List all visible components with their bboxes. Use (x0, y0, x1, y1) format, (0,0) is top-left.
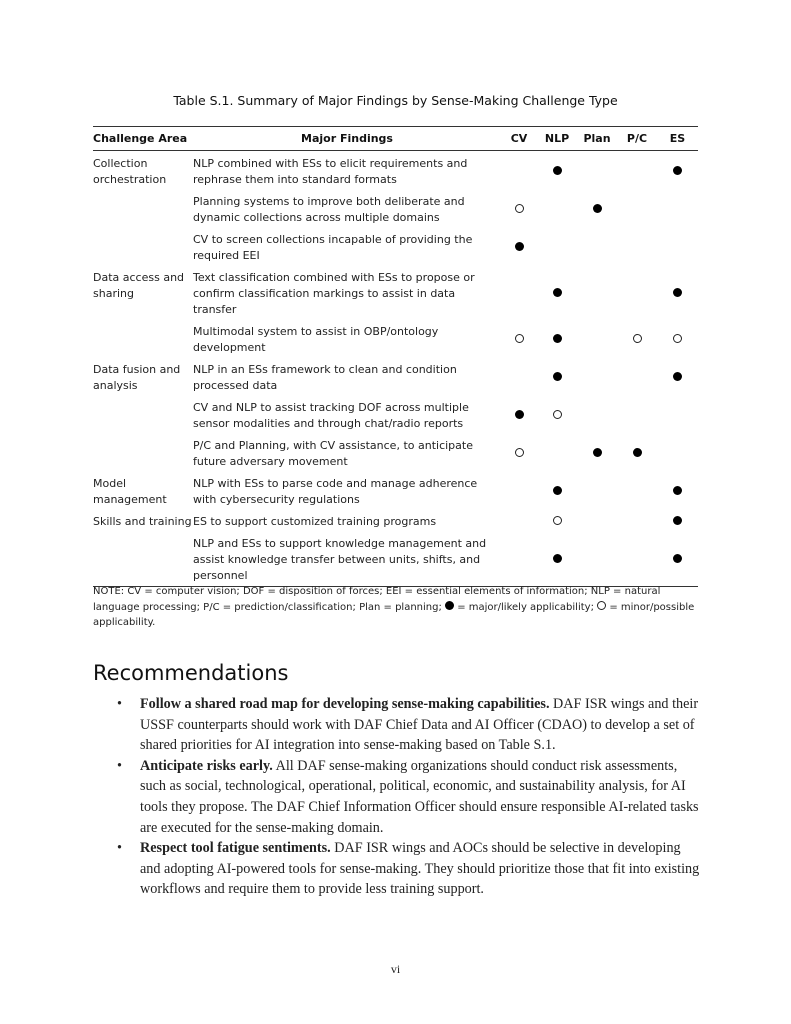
cv-mark-cell (501, 193, 537, 231)
table-row (93, 193, 698, 231)
cv-mark-cell (501, 399, 537, 437)
nlp-mark-cell (537, 231, 577, 269)
challenge-area-cell: Data fusion and analysis (93, 363, 181, 392)
bullet-icon: • (117, 696, 122, 712)
challenge-area-cell: Data access and sharing (93, 271, 185, 300)
table-header-row (93, 127, 698, 151)
pc-mark-cell (617, 361, 657, 399)
pc-mark-cell (617, 151, 657, 194)
es-mark-cell (657, 437, 698, 475)
es-mark-cell (657, 513, 698, 535)
major-dot-icon (673, 516, 682, 525)
major-dot-icon (593, 448, 602, 457)
nlp-mark-cell (537, 399, 577, 437)
plan-mark-cell (577, 269, 617, 323)
major-dot-icon (515, 242, 524, 251)
table-row (93, 535, 698, 587)
header-major-findings: Major Findings (193, 127, 501, 151)
es-mark-cell (657, 269, 698, 323)
table-caption: Table S.1. Summary of Major Findings by Sense-Making Challenge Type (173, 93, 618, 108)
recommendation-text: DAF ISR wings and AOCs should be selective in developing and adopting AI-powered tools for sense-making. They should prioritize those that fit into existing workflows and require them to provide less training support. (140, 840, 700, 898)
major-dot-icon (445, 601, 454, 610)
es-mark-cell (657, 231, 698, 269)
finding-cell: CV to screen collections incapable of providing the required EEI (193, 233, 473, 262)
recommendations-heading: Recommendations (93, 661, 289, 685)
nlp-mark-cell (537, 535, 577, 587)
minor-circle-icon (597, 601, 606, 610)
challenge-area-cell: Collection orchestration (93, 157, 167, 186)
major-dot-icon (553, 288, 562, 297)
recommendation-text: All DAF sense-making organizations should conduct risk assessments, such as social, technological, operational, political, economic, and sustainability analysis, for AI tools they propose. The DAF Chief Information Officer should ensure responsible AI-related tasks are executed for the sense-making domain. (140, 757, 699, 836)
nlp-mark-cell (537, 193, 577, 231)
cv-mark-cell (501, 231, 537, 269)
es-mark-cell (657, 323, 698, 361)
finding-cell: NLP combined with ESs to elicit requirements and rephrase them into standard formats (193, 157, 468, 186)
cv-mark-cell (501, 437, 537, 475)
bullet-icon: • (117, 757, 122, 774)
plan-mark-cell (577, 193, 617, 231)
bullet-icon: • (117, 840, 122, 857)
table-row (93, 399, 698, 437)
cv-mark-cell (501, 475, 537, 513)
major-dot-icon (553, 372, 562, 381)
pc-mark-cell (617, 535, 657, 587)
plan-mark-cell (577, 151, 617, 194)
challenge-area-cell (93, 399, 193, 437)
challenge-area-cell: Model management (93, 477, 167, 506)
challenge-area-cell (93, 535, 193, 587)
plan-mark-cell (577, 513, 617, 535)
nlp-mark-cell (537, 323, 577, 361)
table-row (93, 361, 698, 399)
pc-mark-cell (617, 269, 657, 323)
plan-mark-cell (577, 231, 617, 269)
es-mark-cell (657, 535, 698, 587)
major-dot-icon (553, 554, 562, 563)
recommendation-item (93, 694, 703, 756)
cv-mark-cell (501, 151, 537, 194)
nlp-mark-cell (537, 269, 577, 323)
table-row (93, 475, 698, 513)
recommendations-list (93, 694, 703, 900)
major-dot-icon (553, 334, 562, 343)
plan-mark-cell (577, 437, 617, 475)
major-dot-icon (553, 166, 562, 175)
header-es: ES (657, 127, 698, 151)
header-pc: P/C (617, 127, 657, 151)
nlp-mark-cell (537, 437, 577, 475)
header-nlp: NLP (537, 127, 577, 151)
major-dot-icon (673, 288, 682, 297)
table-note (93, 584, 699, 631)
cv-mark-cell (501, 269, 537, 323)
challenge-area-cell (93, 231, 193, 269)
recommendation-title: Follow a shared road map for developing sense-making capabilities. (140, 696, 550, 712)
recommendation-item (93, 756, 703, 838)
es-mark-cell (657, 151, 698, 194)
challenge-area-cell (93, 323, 193, 361)
cv-mark-cell (501, 535, 537, 587)
major-dot-icon (553, 486, 562, 495)
pc-mark-cell (617, 323, 657, 361)
major-dot-icon (515, 410, 524, 419)
major-dot-icon (673, 554, 682, 563)
nlp-mark-cell (537, 475, 577, 513)
nlp-mark-cell (537, 151, 577, 194)
es-mark-cell (657, 475, 698, 513)
table-row (93, 513, 698, 535)
minor-circle-icon (515, 334, 524, 343)
finding-cell: Multimodal system to assist in OBP/ontology development (193, 325, 439, 354)
cv-mark-cell (501, 323, 537, 361)
minor-circle-icon (633, 334, 642, 343)
plan-mark-cell (577, 535, 617, 587)
plan-mark-cell (577, 323, 617, 361)
finding-cell: NLP in an ESs framework to clean and condition processed data (193, 363, 457, 392)
finding-cell: NLP with ESs to parse code and manage adherence with cybersecurity regulations (193, 477, 478, 506)
header-plan: Plan (577, 127, 617, 151)
findings-table (93, 126, 698, 587)
note-major-label: = major/likely applicability; (457, 601, 594, 613)
minor-circle-icon (553, 410, 562, 419)
note-minor-label: = minor/possible applicability. (93, 601, 695, 628)
recommendation-title: Anticipate risks early. (140, 757, 273, 774)
table-row (93, 323, 698, 361)
major-dot-icon (673, 486, 682, 495)
nlp-mark-cell (537, 361, 577, 399)
challenge-area-cell: Skills and training (93, 515, 192, 528)
cv-mark-cell (501, 513, 537, 535)
minor-circle-icon (553, 516, 562, 525)
es-mark-cell (657, 399, 698, 437)
recommendation-title: Respect tool fatigue sentiments. (140, 840, 331, 857)
cv-mark-cell (501, 361, 537, 399)
pc-mark-cell (617, 513, 657, 535)
finding-cell: Text classification combined with ESs to propose or confirm classification markings to assist in data transfer (193, 271, 475, 316)
major-dot-icon (633, 448, 642, 457)
major-dot-icon (673, 372, 682, 381)
table-row (93, 231, 698, 269)
finding-cell: Planning systems to improve both deliberate and dynamic collections across multiple domains (193, 195, 465, 224)
table-row (93, 151, 698, 194)
recommendation-item (93, 838, 703, 900)
finding-cell: CV and NLP to assist tracking DOF across multiple sensor modalities and through chat/radio reports (193, 401, 469, 430)
major-dot-icon (593, 204, 602, 213)
challenge-area-cell (93, 437, 193, 475)
major-dot-icon (673, 166, 682, 175)
header-cv: CV (501, 127, 537, 151)
challenge-area-cell (93, 193, 193, 231)
finding-cell: ES to support customized training programs (193, 515, 437, 528)
pc-mark-cell (617, 475, 657, 513)
note-text: NOTE: CV = computer vision; DOF = disposition of forces; EEI = essential elements of information; NLP = natural language processing; P/C = prediction/classification; Plan = planning; (93, 586, 661, 613)
page-number: vi (390, 962, 401, 976)
header-challenge-area: Challenge Area (93, 127, 193, 151)
minor-circle-icon (515, 204, 524, 213)
finding-cell: NLP and ESs to support knowledge management and assist knowledge transfer between units, shifts, and personnel (193, 535, 501, 587)
table-row (93, 437, 698, 475)
plan-mark-cell (577, 475, 617, 513)
pc-mark-cell (617, 231, 657, 269)
pc-mark-cell (617, 399, 657, 437)
es-mark-cell (657, 193, 698, 231)
finding-cell: P/C and Planning, with CV assistance, to anticipate future adversary movement (193, 439, 473, 468)
plan-mark-cell (577, 361, 617, 399)
nlp-mark-cell (537, 513, 577, 535)
table-row (93, 269, 698, 323)
minor-circle-icon (515, 448, 524, 457)
plan-mark-cell (577, 399, 617, 437)
es-mark-cell (657, 361, 698, 399)
pc-mark-cell (617, 193, 657, 231)
pc-mark-cell (617, 437, 657, 475)
minor-circle-icon (673, 334, 682, 343)
recommendation-text: DAF ISR wings and their USSF counterparts should work with DAF Chief Data and AI Officer (CDAO) to develop a set of shared priorities for AI integration into sense-making based on Table S.1. (140, 696, 699, 754)
